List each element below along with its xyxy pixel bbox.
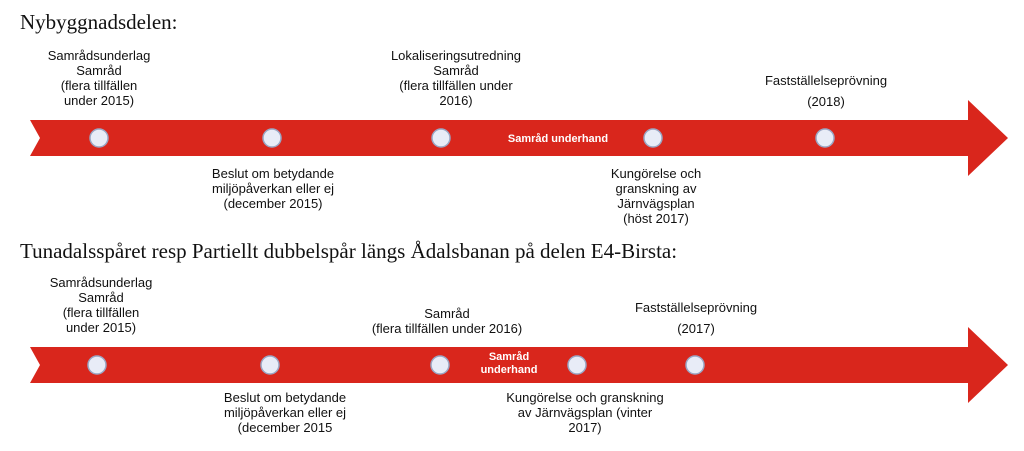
timeline-2-marker-5 — [686, 356, 704, 374]
timeline-1-arrow-label: Samråd underhand — [507, 133, 609, 145]
timeline-2-label-beslut: Beslut om betydande miljöpåverkan eller ej (december 2015 — [223, 390, 347, 435]
timeline-1-marker-1 — [90, 129, 108, 147]
timeline-1-marker-4 — [644, 129, 662, 147]
timeline-2-label-kungorelse: Kungörelse och granskning av Järnvägsplan (vinter 2017) — [506, 390, 664, 435]
timeline-1-marker-3 — [432, 129, 450, 147]
timeline-2-title: Tunadalsspåret resp Partiellt dubbelspår längs Ådalsbanan på delen E4-Birsta: — [20, 239, 678, 263]
timeline-1-label-samradsunderlag: Samrådsunderlag Samråd (flera tillfällen under 2015) — [47, 48, 151, 108]
timeline-2-arrow-label: Samråd underhand — [480, 351, 538, 376]
timeline-2-label-samradsunderlag: Samrådsunderlag Samråd (flera tillfällen under 2015) — [49, 275, 153, 335]
timeline-2-label-samrad: Samråd (flera tillfällen under 2016) — [371, 306, 523, 336]
timeline-1-marker-2 — [263, 129, 281, 147]
timeline-2-marker-2 — [261, 356, 279, 374]
timeline-1-label-lokaliseringsutredning: Lokaliseringsutredning Samråd (flera tillfällen under 2016) — [390, 48, 522, 108]
timeline-1-title: Nybyggnadsdelen: — [20, 10, 178, 34]
timeline-1-label-beslut: Beslut om betydande miljöpåverkan eller ej (december 2015) — [211, 166, 335, 211]
timeline-2-marker-1 — [88, 356, 106, 374]
timeline-1-label-faststallelseprovning: Fastställelseprövning (2018) — [764, 73, 888, 109]
timeline-1-label-kungorelse: Kungörelse och granskning av Järnvägsplan (höst 2017) — [610, 166, 702, 226]
timeline-2-label-faststallelseprovning: Fastställelseprövning (2017) — [634, 300, 758, 336]
timeline-1-marker-5 — [816, 129, 834, 147]
